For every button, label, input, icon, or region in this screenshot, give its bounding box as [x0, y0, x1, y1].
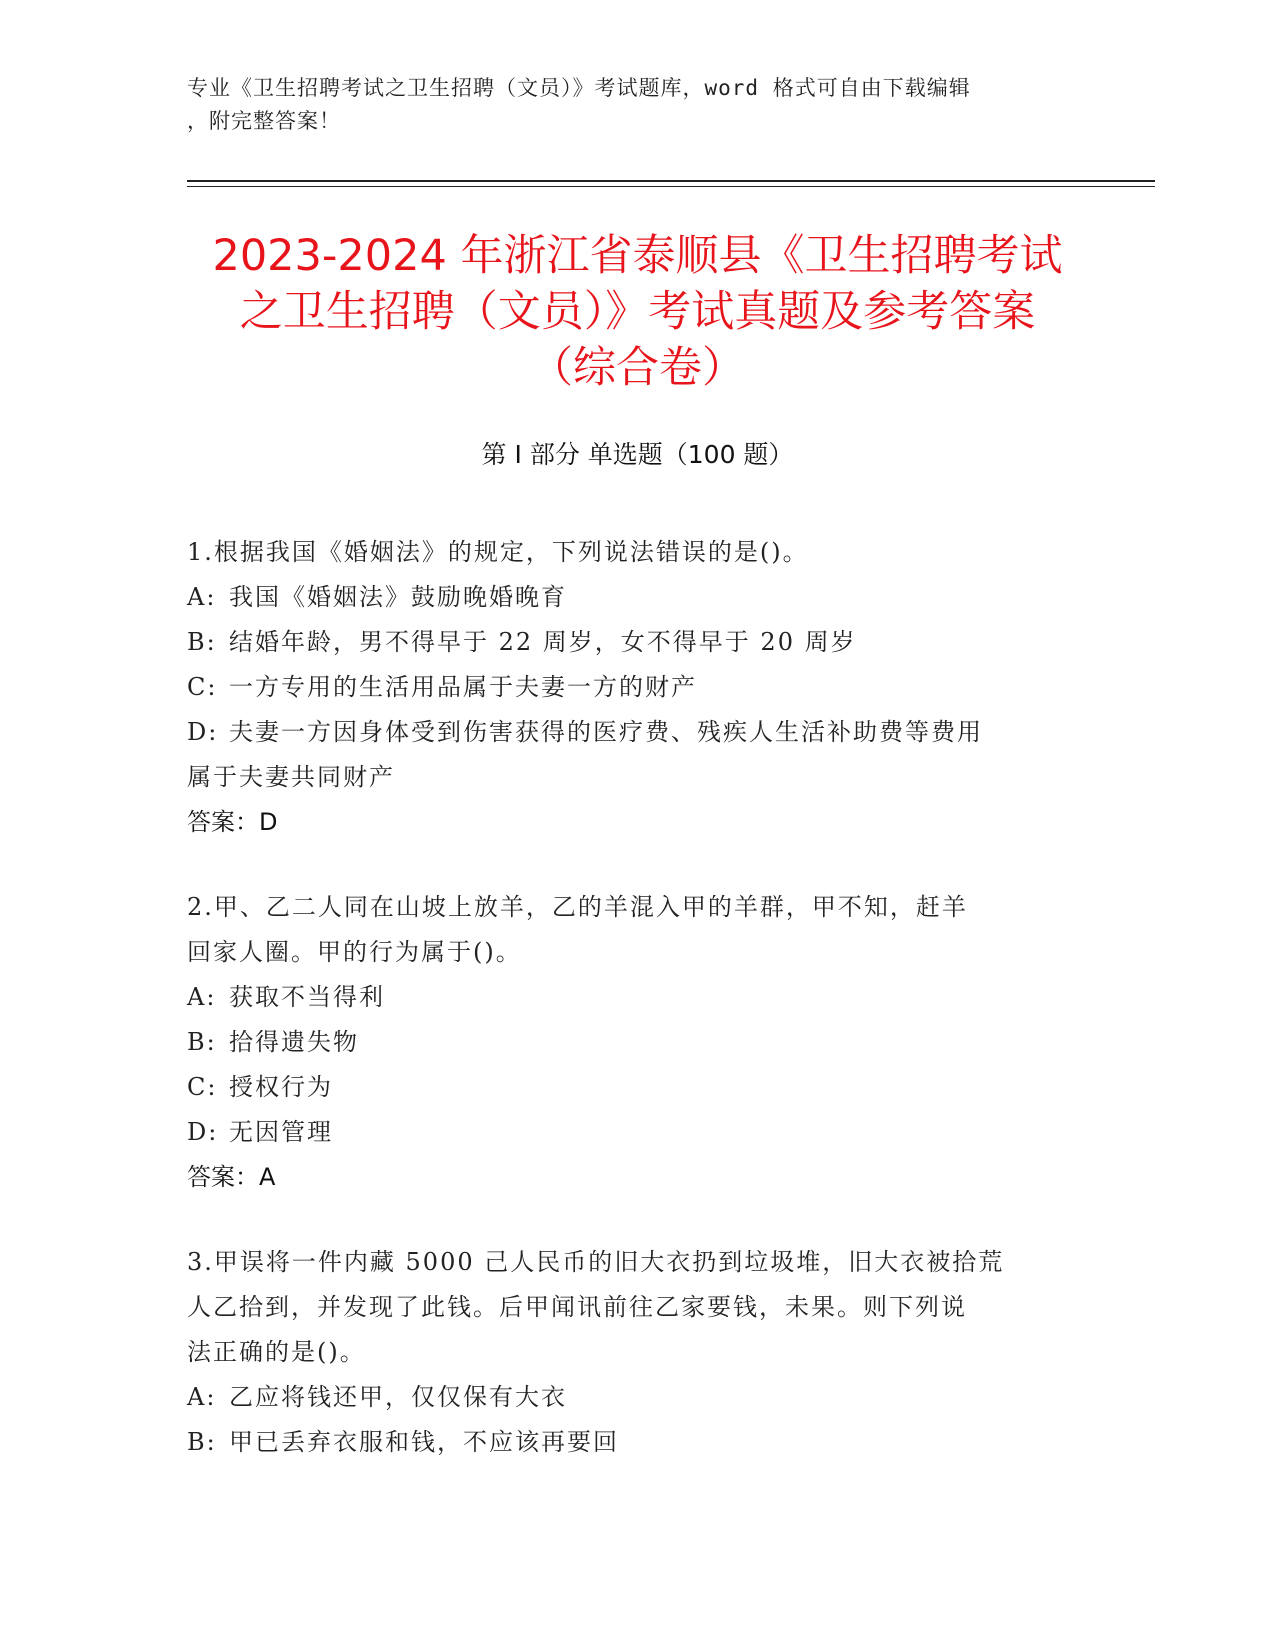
question-stem: 3.甲误将一件内藏 5000 己人民币的旧大衣扔到垃圾堆，旧大衣被拾荒 [187, 1248, 1005, 1276]
question-stem: 2.甲、乙二人同在山坡上放羊，乙的羊混入甲的羊群，甲不知，赶羊 [187, 893, 968, 921]
option-d [187, 710, 1087, 755]
question-item [187, 1240, 1087, 1465]
option-text: 拾得遗失物 [229, 1028, 359, 1056]
header-note [187, 72, 1087, 138]
option-a [187, 1375, 1087, 1420]
option-c [187, 665, 1087, 710]
option-text: 一方专用的生活用品属于夫妻一方的财产 [229, 673, 697, 701]
option-continuation: 属于夫妻共同财产 [187, 763, 395, 791]
option-c [187, 1065, 1087, 1110]
header-divider-thin [187, 186, 1155, 187]
title-line: 之卫生招聘（文员）》考试真题及参考答案 [239, 287, 1036, 337]
option-a [187, 975, 1087, 1020]
question-stem: 法正确的是()。 [187, 1338, 366, 1366]
title-line: 2023-2024 年浙江省泰顺县《卫生招聘考试 [212, 231, 1063, 281]
option-text: 无因管理 [229, 1118, 333, 1146]
question-stem: 人乙拾到，并发现了此钱。后甲闻讯前往乙家要钱，未果。则下列说 [187, 1293, 967, 1321]
option-letter: D: [187, 1118, 219, 1146]
option-text: 乙应将钱还甲，仅仅保有大衣 [229, 1383, 567, 1411]
option-text: 甲已丢弃衣服和钱，不应该再要回 [229, 1428, 619, 1456]
option-letter: B: [187, 628, 217, 656]
option-d [187, 1110, 1087, 1155]
document-title [160, 228, 1115, 396]
option-letter: C: [187, 673, 218, 701]
question-item [187, 885, 1087, 1200]
option-text: 结婚年龄，男不得早于 22 周岁，女不得早于 20 周岁 [229, 628, 857, 656]
option-b [187, 1020, 1087, 1065]
option-text: 授权行为 [229, 1073, 333, 1101]
option-text: 夫妻一方因身体受到伤害获得的医疗费、残疾人生活补助费等费用 [229, 718, 983, 746]
question-stem: 回家人圈。甲的行为属于()。 [187, 938, 522, 966]
option-text: 我国《婚姻法》鼓励晚婚晚育 [229, 583, 567, 611]
option-letter: A: [187, 1383, 217, 1411]
option-letter: B: [187, 1028, 217, 1056]
header-note-line: 专业《卫生招聘考试之卫生招聘（文员）》考试题库，word 格式可自由下载编辑 [187, 76, 971, 100]
header-note-line: ，附完整答案！ [187, 109, 341, 133]
option-a [187, 575, 1087, 620]
title-line: （综合卷） [530, 343, 745, 393]
header-divider-thick [187, 180, 1155, 182]
question-item [187, 530, 1087, 845]
question-stem: 1.根据我国《婚姻法》的规定，下列说法错误的是()。 [187, 538, 809, 566]
option-b [187, 1420, 1087, 1465]
option-letter: B: [187, 1428, 217, 1456]
section-heading: 第 I 部分 单选题（100 题） [481, 440, 794, 469]
answer-label: 答案：D [187, 808, 278, 836]
option-letter: A: [187, 583, 217, 611]
option-letter: A: [187, 983, 217, 1011]
question-list [187, 530, 1087, 1505]
answer-label: 答案：A [187, 1163, 276, 1191]
option-letter: C: [187, 1073, 218, 1101]
option-b [187, 620, 1087, 665]
option-letter: D: [187, 718, 219, 746]
option-text: 获取不当得利 [229, 983, 385, 1011]
